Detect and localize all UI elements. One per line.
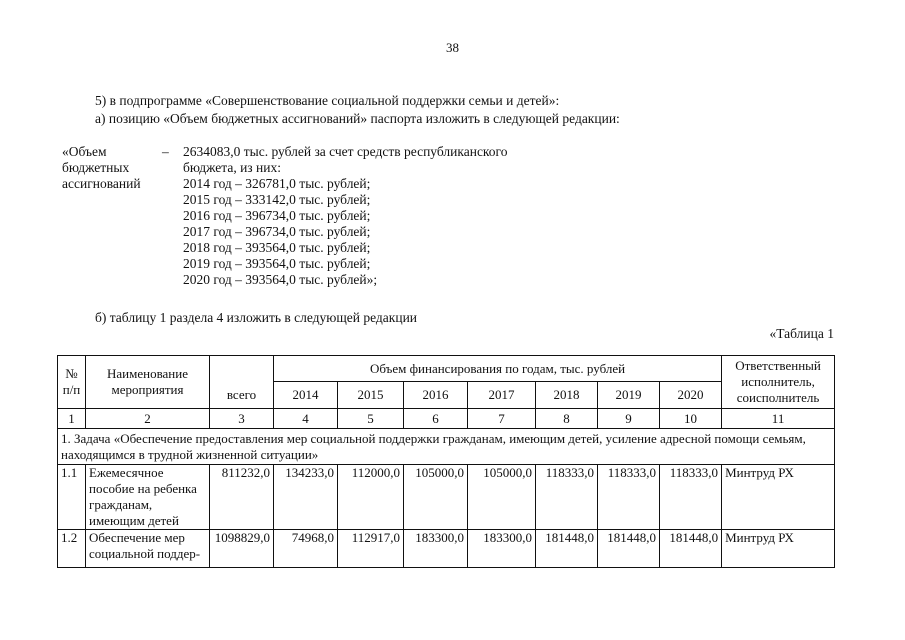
- row-year-value: 134233,0: [274, 465, 338, 530]
- task-row: [58, 429, 835, 465]
- row-year-value: 183300,0: [404, 530, 468, 568]
- row-num: 1.2: [58, 530, 86, 568]
- column-number: 3: [210, 409, 274, 429]
- column-number: 2: [86, 409, 210, 429]
- row-year-value: 181448,0: [598, 530, 660, 568]
- intro-line-1: 5) в подпрограмме «Совершенствование социальной поддержки семьи и детей»:: [95, 93, 560, 108]
- passport-dash: –: [162, 144, 169, 159]
- row-year-value: 181448,0: [536, 530, 598, 568]
- row-year-value: 181448,0: [660, 530, 722, 568]
- row-year-value: 183300,0: [468, 530, 536, 568]
- intro-line-2: а) позицию «Объем бюджетных ассигнований» паспорта изложить в следующей редакции:: [95, 111, 620, 126]
- table-row: [58, 530, 835, 568]
- header-year: 2020: [660, 382, 722, 409]
- row-year-value: 118333,0: [660, 465, 722, 530]
- column-number: 10: [660, 409, 722, 429]
- passport-label-line: бюджетных: [62, 160, 130, 175]
- header-name: Наименование мероприятия: [86, 356, 210, 409]
- column-number: 9: [598, 409, 660, 429]
- row-num: 1.1: [58, 465, 86, 530]
- row-total: 1098829,0: [210, 530, 274, 568]
- row-responsible: Минтруд РХ: [722, 465, 835, 530]
- row-responsible: Минтруд РХ: [722, 530, 835, 568]
- row-year-value: 105000,0: [404, 465, 468, 530]
- header-responsible: Ответственный исполнитель, соисполнитель: [722, 356, 835, 409]
- row-year-value: 118333,0: [536, 465, 598, 530]
- header-total: всего: [210, 382, 274, 409]
- header-row: [58, 356, 835, 382]
- table-row: [58, 465, 835, 530]
- table-label: «Таблица 1: [769, 326, 834, 341]
- task-text: 1. Задача «Обеспечение предоставления мер социальной поддержки гражданам, имеющим детей, усиление адресной помощи семьям, находящимся в трудной жизненной ситуации»: [58, 429, 835, 465]
- header-year: 2019: [598, 382, 660, 409]
- column-number-row: [58, 409, 835, 429]
- row-year-value: 112000,0: [338, 465, 404, 530]
- passport-total-line: бюджета, из них:: [183, 160, 281, 175]
- passport-label-line: «Объем: [62, 144, 107, 159]
- column-number: 8: [536, 409, 598, 429]
- row-name: Обеспечение мер социальной поддер-: [86, 530, 210, 568]
- header-year: 2015: [338, 382, 404, 409]
- column-number: 11: [722, 409, 835, 429]
- passport-year-line: 2015 год – 333142,0 тыс. рублей;: [183, 192, 371, 207]
- passport-year-line: 2018 год – 393564,0 тыс. рублей;: [183, 240, 371, 255]
- header-year: 2014: [274, 382, 338, 409]
- passport-year-line: 2016 год – 396734,0 тыс. рублей;: [183, 208, 371, 223]
- header-year: 2016: [404, 382, 468, 409]
- header-blank: [210, 356, 274, 382]
- column-number: 5: [338, 409, 404, 429]
- column-number: 1: [58, 409, 86, 429]
- funding-table: [57, 355, 835, 568]
- header-num: № п/п: [58, 356, 86, 409]
- row-year-value: 74968,0: [274, 530, 338, 568]
- column-number: 4: [274, 409, 338, 429]
- passport-year-line: 2020 год – 393564,0 тыс. рублей»;: [183, 272, 378, 287]
- header-year: 2017: [468, 382, 536, 409]
- passport-label-line: ассигнований: [62, 176, 141, 191]
- passport-year-line: 2019 год – 393564,0 тыс. рублей;: [183, 256, 371, 271]
- column-number: 7: [468, 409, 536, 429]
- row-year-value: 118333,0: [598, 465, 660, 530]
- header-funding: Объем финансирования по годам, тыс. рублей: [274, 356, 722, 382]
- row-year-value: 105000,0: [468, 465, 536, 530]
- row-total: 811232,0: [210, 465, 274, 530]
- header-year: 2018: [536, 382, 598, 409]
- passport-year-line: 2014 год – 326781,0 тыс. рублей;: [183, 176, 371, 191]
- passport-year-line: 2017 год – 396734,0 тыс. рублей;: [183, 224, 371, 239]
- row-name: Ежемесячное пособие на ребенка гражданам, имеющим детей: [86, 465, 210, 530]
- row-year-value: 112917,0: [338, 530, 404, 568]
- passport-total-line: 2634083,0 тыс. рублей за счет средств республиканского: [183, 144, 508, 159]
- page-number: 38: [446, 40, 459, 55]
- instruction-line-b: б) таблицу 1 раздела 4 изложить в следующей редакции: [95, 310, 418, 325]
- column-number: 6: [404, 409, 468, 429]
